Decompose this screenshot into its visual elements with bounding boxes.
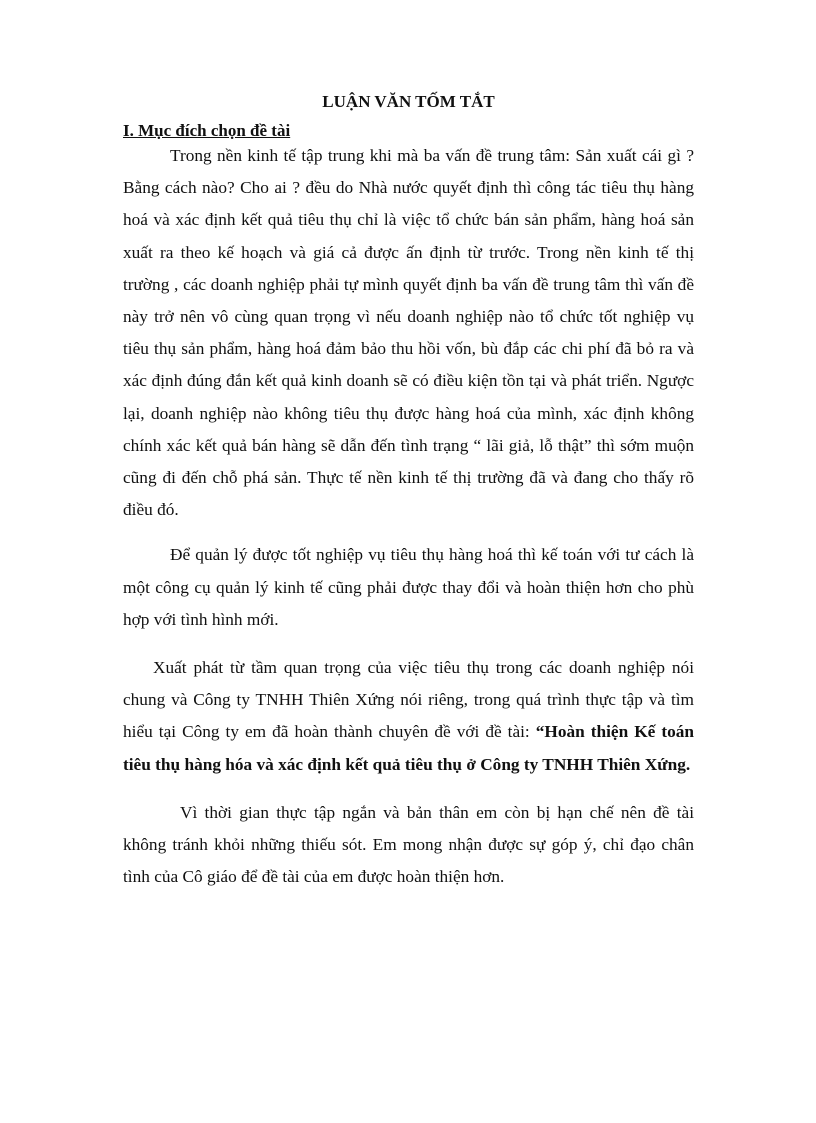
paragraph-1: Trong nền kinh tế tập trung khi mà ba vấn đề trung tâm: Sản xuất cái gì ? Bằng cách nào? Cho ai ? đều do Nhà nước quyết định thì công tác tiêu thụ hàng hoá và xác định kết quả tiêu thụ chỉ là việc tổ chức bán sản phẩm, hàng hoá sản xuất ra theo kế hoạch và giá cả được ấn định từ trước. Trong nền kinh tế thị trường , các doanh nghiệp phải tự mình quyết định ba vấn đề trung tâm thì vấn đề này trở nên vô cùng quan trọng vì nếu doanh nghiệp nào tổ chức tốt nghiệp vụ tiêu thụ sản phẩm, hàng hoá đảm bảo thu hồi vốn, bù đắp các chi phí đã bỏ ra và xác định đúng đắn kết quả kinh doanh sẽ có điều kiện tồn tại và phát triển. Ngược lại, doanh nghiệp nào không tiêu thụ được hàng hoá của mình, xác định không chính xác kết quả bán hàng sẽ dẫn đến tình trạng “ lãi giả, lỗ thật” thì sớm muộn cũng đi đến chỗ phá sản. Thực tế nền kinh tế thị trường đã và đang cho thấy rõ điều đó. [123,146,694,520]
paragraph-4: Vì thời gian thực tập ngắn và bản thân em còn bị hạn chế nên đề tài không tránh khỏi những thiếu sót. Em mong nhận được sự góp ý, chỉ đạo chân tình của Cô giáo để đề tài của em được hoàn thiện hơn. [123,802,694,887]
document-title: LUẬN VĂN TỐM TẮT [322,92,495,111]
document-page [123,92,694,893]
paragraph-3-topic: “Hoàn thiện Kế toán tiêu thụ hàng hóa và xác định kết quả tiêu thụ ở Công ty TNHH Thiên Xứng. [123,722,694,774]
paragraph-3 [123,652,694,781]
section-heading: I. Mục đích chọn đề tài [123,121,291,140]
paragraph-2: Để quản lý được tốt nghiệp vụ tiêu thụ hàng hoá thì kế toán với tư cách là một công cụ quản lý kinh tế cũng phải được thay đổi và hoàn thiện hơn cho phù hợp với tình hình mới. [123,545,694,629]
paragraph-3-text: Xuất phát từ tầm quan trọng của việc tiêu thụ trong các doanh nghiệp nói chung và Công ty TNHH Thiên Xứng nói riêng, trong quá trình thực tập và tìm hiểu tại Công ty em đã hoàn thành chuyên đề với đề tài: [123,658,694,742]
